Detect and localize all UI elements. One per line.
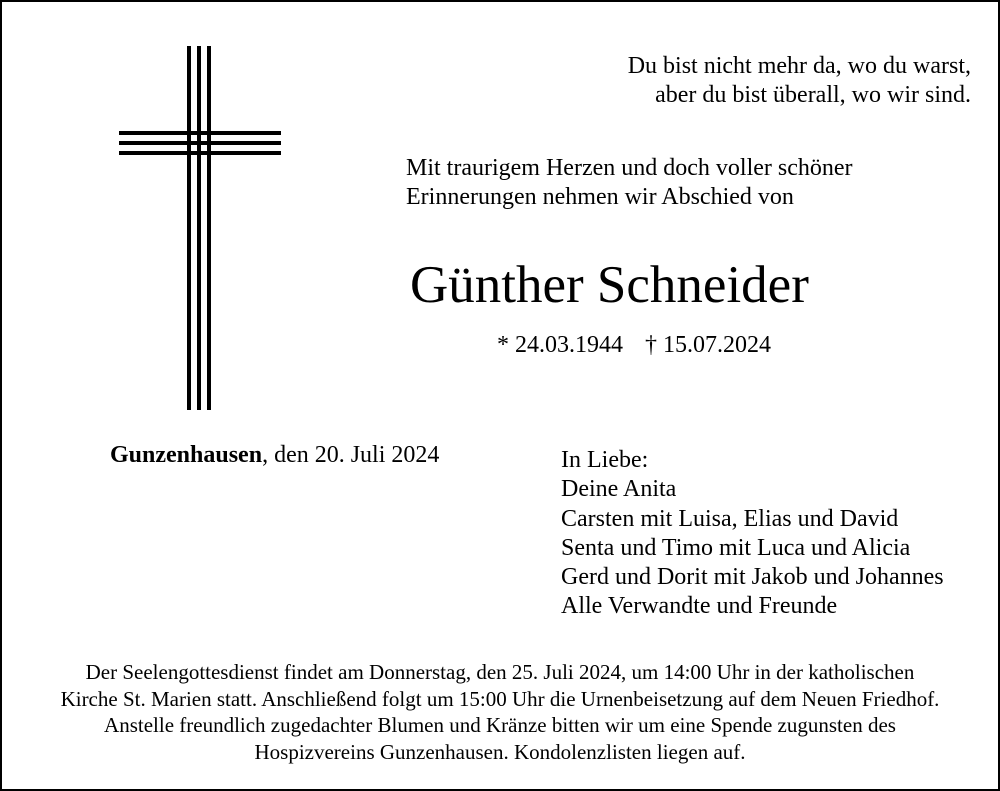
mourner-line: Senta und Timo mit Luca und Alicia: [561, 534, 911, 561]
mourners-heading: In Liebe:: [561, 447, 649, 473]
service-info: [2, 659, 998, 765]
mourner-line: Alle Verwandte und Freunde: [561, 593, 838, 620]
birth-date: * 24.03.1944: [497, 332, 623, 358]
intro-line-2: Erinnerungen nehmen wir Abschied von: [406, 184, 794, 210]
death-date: † 15.07.2024: [645, 332, 771, 358]
service-info-line: Kirche St. Marien statt. Anschließend folgt um 15:00 Uhr die Urnenbeisetzung auf dem Neuen Friedhof.: [60, 686, 940, 711]
service-info-line: Anstelle freundlich zugedachter Blumen und Kränze bitten wir um eine Spende zugunsten des: [104, 713, 896, 738]
date-text: , den 20. Juli 2024: [262, 442, 440, 468]
mourner-line: Gerd und Dorit mit Jakob und Johannes: [561, 564, 944, 591]
intro-line-1: Mit traurigem Herzen und doch voller schöner: [406, 155, 853, 181]
place-name: Gunzenhausen: [110, 442, 263, 468]
quote-text: [628, 52, 971, 110]
service-info-line: Der Seelengottesdienst findet am Donnerstag, den 25. Juli 2024, um 14:00 Uhr in der katholischen: [85, 660, 915, 684]
cross-icon: [117, 44, 283, 412]
service-info-line: Hospizvereins Gunzenhausen. Kondolenzlisten liegen auf.: [254, 739, 746, 764]
mourner-line: Deine Anita: [561, 476, 677, 503]
mourner-line: Carsten mit Luisa, Elias und David: [561, 505, 899, 532]
deceased-name: Günther Schneider: [410, 256, 809, 314]
quote-line-2: aber du bist überall, wo wir sind.: [655, 82, 971, 108]
quote-line-1: Du bist nicht mehr da, wo du warst,: [627, 53, 971, 79]
life-dates: [497, 331, 771, 360]
intro-text: [406, 154, 853, 212]
place-date: [110, 441, 439, 470]
mourners-list: [561, 446, 944, 622]
